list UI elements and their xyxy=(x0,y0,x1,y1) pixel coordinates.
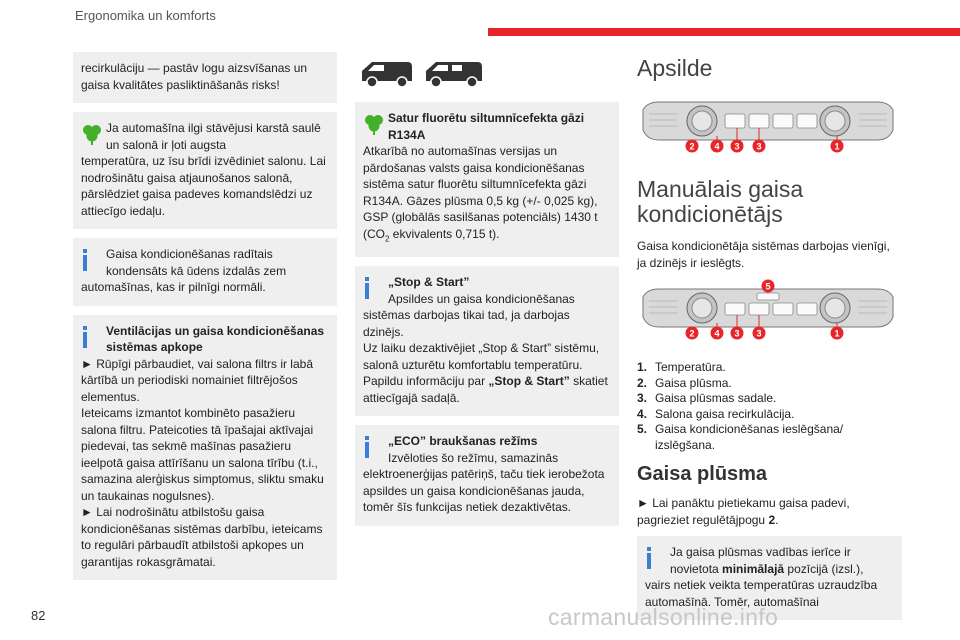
eco-mode-title: „ECO” braukšanas režīms xyxy=(388,434,538,449)
column-1 xyxy=(73,52,337,589)
air-flow-note-rest: vairs netiek veikta temperatūras uzraudzība automašīnā. Tomēr, automašīnai xyxy=(645,578,878,609)
list-item: 1. Temperatūra. xyxy=(637,360,726,374)
page-number: 82 xyxy=(31,608,46,623)
manual-ac-intro: Gaisa kondicionētāja sistēmas darbojas vienīgi, ja dzinējs ir ieslēgts. xyxy=(637,239,890,270)
maintenance-note-b: Ieteicams izmantot kombinēto pasažieru salona filtru. Pateicoties tā īpašajai aktīvajai piedevai, tas sekmē mašīnas pasažieru ieelpotā gaisa attīrīšanu un salona tīrību (t.i., samazina alerģiskus simptomus, sliktu smaku un taukainas nogulsnes). xyxy=(81,406,324,503)
section-title: Ergonomika un komforts xyxy=(75,8,216,23)
van-icon xyxy=(422,59,484,89)
manual-ac-control-panel xyxy=(637,279,899,341)
condensate-note-rest: automašīnas, kas ir pilnīgi normāli. xyxy=(81,280,266,294)
recirculation-note xyxy=(73,52,337,103)
column-2 xyxy=(355,52,619,535)
air-flow-heading: Gaisa plūsma xyxy=(637,463,768,485)
hot-car-tip-rest: temperatūra, uz īsu brīdi izvēdiniet salonu. Lai nodrošinātu gaisa atjaunošanos salonā, pārslēdziet gaisa padeves komandslēdzi uz attiecīgo iedaļu. xyxy=(81,154,326,218)
refrigerant-note xyxy=(355,102,619,257)
svg-text:2: 2 xyxy=(689,328,695,339)
info-icon xyxy=(645,547,653,569)
svg-text:5: 5 xyxy=(765,281,771,292)
info-icon xyxy=(81,249,89,271)
controls-legend xyxy=(637,360,902,453)
stop-start-rest: sistēmas darbojas tikai tad, ja darbojas dzinējs. xyxy=(363,308,570,339)
info-icon xyxy=(363,277,371,299)
recirculation-note-text: recirkulāciju — pastāv logu aizsvīšanas un gaisa kvalitātes pasliktināšanās risks! xyxy=(81,61,308,92)
air-flow-text: ► Lai panāktu pietiekamu gaisa padevi, pagrieziet regulētājpogu 2. xyxy=(637,496,850,527)
eco-mode-first: Izvēloties šo režīmu, samazinās xyxy=(388,450,559,465)
list-item: 5. Gaisa kondicionēšanas ieslēgšana/ izslēgšana. xyxy=(637,422,844,452)
eco-mode-rest: elektroenerģijas patēriņš, taču tiek ierobežota apsildes un gaisa kondicionēšanas jauda, tomēr šīs funkcijas netiek dezaktivētas. xyxy=(363,467,605,515)
heating-control-panel xyxy=(637,100,899,154)
manual-ac-heading: Manuālais gaisa kondicionētājs xyxy=(637,176,804,227)
list-item: 3. Gaisa plūsmas sadale. xyxy=(637,391,777,405)
stop-start-b: Uz laiku dezaktivējiet „Stop & Start” sistēmu, salonā uzturētu komfortablu temperatūru. Papildu informāciju par „Stop & Start” skatiet attiecīgajā sadaļā. xyxy=(363,341,608,405)
refrigerant-note-text: Atkarībā no automašīnas versijas un pārdošanas valsts gaisa kondicionēšanas sistēma satur fluorētu siltumnīcefekta gāzi R134A. Gāzes plūsma 0,5 kg (+/- 0,025 kg), GSP (globālās sasilšanas potenciāls) 1430 t xyxy=(363,144,598,224)
stop-start-first: Apsildes un gaisa kondicionēšanas xyxy=(388,291,575,306)
stop-start-note xyxy=(355,266,619,416)
refrigerant-note-co2: ($CO_2$ ekvivalents 0,715 t). xyxy=(363,226,500,243)
svg-text:3: 3 xyxy=(734,141,740,152)
van-icon xyxy=(358,59,414,89)
clover-eco-icon xyxy=(81,123,103,145)
header-accent-bar xyxy=(488,28,960,36)
watermark: carmanualsonline.info xyxy=(548,604,779,630)
stop-start-title: „Stop & Start” xyxy=(388,275,470,290)
svg-text:1: 1 xyxy=(834,141,840,152)
hot-car-tip-first: Ja automašīna ilgi stāvējusi karstā saulē un salonā ir ļoti augsta xyxy=(106,121,321,152)
svg-text:3: 3 xyxy=(756,328,762,339)
maintenance-note-c: ► Lai nodrošinātu atbilstošu gaisa kondicionēšanas sistēmas darbību, ieteicams to regulāri pārbaudīt atbilstoši apkopes un garantijas rokasgrāmatai. xyxy=(81,505,323,569)
refrigerant-note-title: Satur fluorētu siltumnīcefekta gāzi R134A xyxy=(388,111,585,142)
maintenance-note-a: ► Rūpīgi pārbaudiet, vai salona filtrs ir labā kārtībā un periodiski nomainiet filtrējošos elementus. xyxy=(81,356,313,404)
list-item: 4. Salona gaisa recirkulācija. xyxy=(637,406,795,421)
svg-text:1: 1 xyxy=(834,328,840,339)
column-3 xyxy=(637,52,902,629)
heating-heading: Apsilde xyxy=(637,55,713,81)
info-icon xyxy=(81,326,89,348)
condensate-note xyxy=(73,238,337,306)
vehicle-version-icons xyxy=(355,52,619,96)
eco-mode-note xyxy=(355,425,619,526)
hot-car-tip xyxy=(73,112,337,229)
svg-text:4: 4 xyxy=(714,141,720,152)
svg-text:2: 2 xyxy=(689,141,695,152)
svg-text:3: 3 xyxy=(734,328,740,339)
air-flow-note-first: Ja gaisa plūsmas vadības ierīce ir novietota minimālajā pozīcijā (izsl.), xyxy=(670,545,864,576)
condensate-note-first: Gaisa kondicionēšanas radītais kondensāts kā ūdens izdalās zem xyxy=(106,247,287,278)
maintenance-note xyxy=(73,315,337,581)
list-item: 2. Gaisa plūsma. xyxy=(637,375,732,390)
info-icon xyxy=(363,436,371,458)
maintenance-note-title: Ventilācijas un gaisa kondicionēšanas sistēmas apkope xyxy=(106,323,325,354)
svg-text:3: 3 xyxy=(756,141,762,152)
clover-eco-icon xyxy=(363,113,385,135)
svg-text:4: 4 xyxy=(714,328,720,339)
